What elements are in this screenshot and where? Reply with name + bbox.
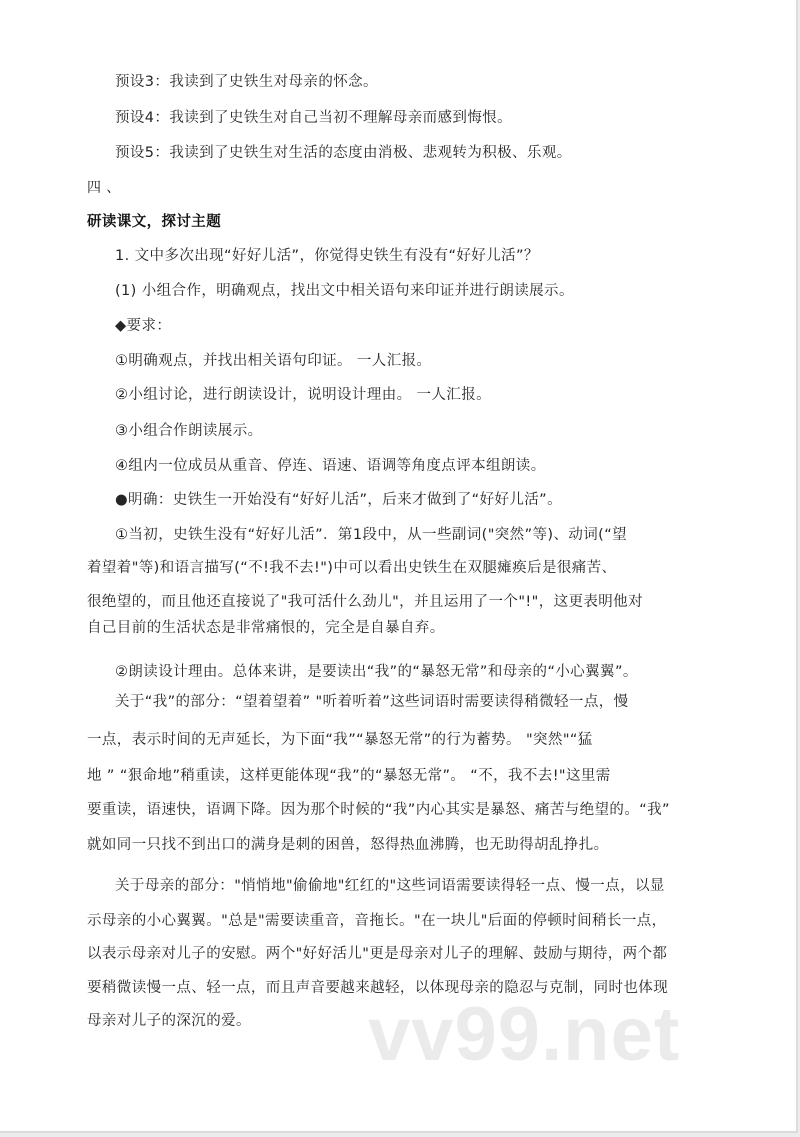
section-number: 四 、: [87, 180, 121, 196]
paragraph2-intro: ②朗读设计理由。总体来讲，是要读出“我”的“暴怒无常”和母亲的“小心翼翼”。: [115, 664, 638, 680]
requirements-label: ◆要求：: [115, 318, 172, 334]
clarify-statement: ●明确：史铁生一开始没有“好好儿活”，后来才做到了“好好儿活”。: [115, 492, 562, 508]
paragraph2-line: 一点，表示时间的无声延长，为下面“我”“暴怒无常”的行为蓄势。 "突然"“猛: [87, 732, 593, 748]
preset-5: 预设5：我读到了史铁生对生活的态度由消极、悲观转为积极、乐观。: [115, 145, 572, 161]
paragraph2-line: 关于“我”的部分：“望着望着” "听着听着”这些词语时需要读得稍微轻一点，慢: [115, 694, 629, 710]
paragraph3-line: 关于母亲的部分："悄悄地"偷偷地"红红的"这些词语需要读得轻一点、慢一点，以显: [115, 878, 665, 894]
paragraph1-line: ①当初，史铁生没有“好好儿活”．第1段中，从一些副词("突然”等)、动词(“望: [115, 527, 628, 543]
paragraph1-line: 自己目前的生活状态是非常痛恨的，完全是自暴自弃。: [87, 620, 445, 636]
watermark: vv99.net: [368, 992, 681, 1077]
requirement-3: ③小组合作朗读展示。: [115, 423, 263, 439]
requirement-1: ①明确观点，并找出相关语句印证。 一人汇报。: [115, 353, 432, 369]
requirement-4: ④组内一位成员从重音、停连、语速、语调等角度点评本组朗读。: [115, 458, 546, 474]
paragraph3-line: 示母亲的小心翼翼。"总是"需要读重音，音拖长。"在一块儿"后面的停顿时间稍长一点，: [87, 913, 667, 929]
requirement-2: ②小组讨论，进行朗读设计，说明设计理由。 一人汇报。: [115, 387, 492, 403]
paragraph2-line: 就如同一只找不到出口的满身是刺的困兽，怒得热血沸腾，也无助得胡乱挣扎。: [87, 837, 609, 853]
paragraph2-line: 要重读，语速快，语调下降。因为那个时候的“我”内心其实是暴怒、痛苦与绝望的。“我”: [87, 802, 670, 818]
question-1: 1. 文中多次出现“好好儿活”，你觉得史铁生有没有“好好儿活”？: [115, 248, 539, 264]
paragraph3-line: 以表示母亲对儿子的安慰。两个"好好活儿"更是母亲对儿子的理解、鼓励与期待，两个都: [87, 946, 668, 962]
paragraph3-line: 母亲对儿子的深沉的爱。: [87, 1013, 251, 1029]
preset-4: 预设4：我读到了史铁生对自己当初不理解母亲而感到悔恨。: [115, 110, 513, 126]
paragraph1-line: 着望着"等)和语言描写(“不!我不去!")中可以看出史铁生在双腿瘫痪后是很痛苦、: [87, 560, 617, 576]
paragraph1-line: 很绝望的，而且他还直接说了"我可活什么劲儿"，并且运用了一个"!"，这更表明他对: [87, 594, 643, 610]
paragraph2-line: 地 ” “狠命地”稍重读，这样更能体现“我”的“暴怒无常”。 “不，我不去!"这里需: [87, 768, 611, 784]
section-title: 研读课文，探讨主题: [87, 214, 222, 230]
task-1: (1) 小组合作，明确观点，找出文中相关语句来印证并进行朗读展示。: [115, 283, 574, 299]
paragraph3-line: 要稍微读慢一点、轻一点，而且声音要越来越轻，以体现母亲的隐忍与克制，同时也体现: [87, 980, 669, 996]
preset-3: 预设3：我读到了史铁生对母亲的怀念。: [115, 74, 378, 90]
